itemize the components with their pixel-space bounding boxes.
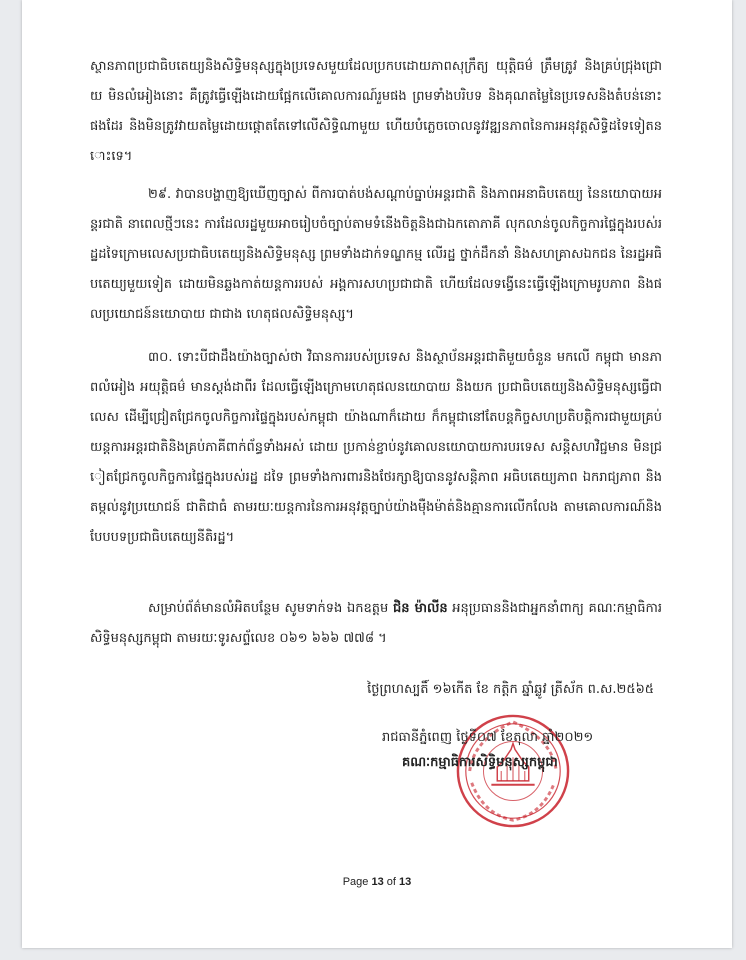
spokesperson-name: ជិន ម៉ាលីន	[392, 601, 448, 616]
lunar-date-line: ថ្ងៃព្រហស្បតិ៍ ១៦កើត ខែ កត្តិក ឆ្នាំឆ្លូវ ត្រីស័ក ព.ស.២៥៦៥	[367, 682, 654, 697]
paragraph-continuation: ស្ថានភាពប្រជាធិបតេយ្យនិងសិទ្ធិមនុស្សក្នុងប្រទេសមួយដែលប្រកបដោយភាពសុក្រឹត្យ យុត្តិធម៌ ត្រឹមត្រូវ និងគ្រប់ជ្រុងជ្រោយ មិនលំអៀងនោះ គឺត្រូវធ្វើឡើងដោយផ្អែកលើគោលការណ៍រួមផង ព្រមទាំងបរិបទ និងគុណតម្លៃនៃប្រទេសនិងតំបន់នោះផងដែរ និងមិនត្រូវវាយតម្លៃដោយផ្តោតតែទៅលើសិទ្ធិណាមួយ ហើយបំភ្លេចចោលនូវវឌ្ឍនភាពនៃការអនុវត្តសិទ្ធិដទៃទៀតនោះទេ។	[90, 59, 662, 164]
document-page	[22, 0, 732, 948]
paragraph-contact: សម្រាប់ព័ត៌មានលំអិតបន្ថែម សូមទាក់ទង ឯកឧត្តម ជិន ម៉ាលីន អនុប្រធាននិងជាអ្នកនាំពាក្យ គណៈកម្មាធិការសិទ្ធិមនុស្សកម្ពុជា តាមរយៈទូរសព្ទ័លេខ ០៦១ ៦៦៦ ៧៧៨ ។	[90, 601, 663, 646]
current-page-number: 13	[371, 876, 384, 888]
paragraph-30: ៣០. ទោះបីជាដឹងយ៉ាងច្បាស់ថា វិធានការរបស់ប្រទេស និងស្ថាប័នអន្តរជាតិមួយចំនួន មកលើ កម្ពុជា មានភាពលំអៀង អយុត្តិធម៌ មានស្តង់ដាពីរ ដែលធ្វើឡើងក្រោមហេតុផលនយោបាយ និងយក ប្រជាធិបតេយ្យនិងសិទ្ធិមនុស្សធ្វើជាលេស ដើម្បីជ្រៀតជ្រែកចូលកិច្ចការផ្ទៃក្នុងរបស់កម្ពុជា យ៉ាងណាក៏ដោយ ក៏កម្ពុជានៅតែបន្តកិច្ចសហប្រតិបត្តិការជាមួយគ្រប់យន្តការអន្តរជាតិនិងគ្រប់ភាគីពាក់ព័ន្ធទាំងអស់ ដោយ ប្រកាន់ខ្ជាប់នូវគោលនយោបាយការបរទេស សន្តិសហវិជ្ជមាន មិនជ្រៀតជ្រែកចូលកិច្ចការផ្ទៃក្នុងរបស់រដ្ឋ ដទៃ ព្រមទាំងការពារនិងថែរក្សាឱ្យបាននូវសន្តិភាព អធិបតេយ្យភាព ឯករាជ្យភាព និងតម្កល់នូវប្រយោជន៍ ជាតិជាធំ តាមរយៈយន្តការនៃការអនុវត្តច្បាប់យ៉ាងម៉ឺងម៉ាត់និងគ្មានការលើកលែង តាមគោលការណ៍និង បែបបទប្រជាធិបតេយ្យនីតិរដ្ឋ។	[90, 350, 667, 545]
page-label: Page	[342, 876, 369, 888]
total-page-number: 13	[399, 876, 412, 888]
paragraph-29: ២៩. វាបានបង្ហាញឱ្យឃើញច្បាស់ ពីការបាត់បង់សណ្តាប់ធ្នាប់អន្តរជាតិ និងភាពអនាធិបតេយ្យ នៃនយោបាយអន្តរជាតិ នាពេលថ្មីៗនេះ ការដែលរដ្ឋមួយអាចរៀបចំច្បាប់តាមទំនើងចិត្តនិងជាឯកតោភាគី លុកលាន់ចូលកិច្ចការផ្ទៃក្នុងរបស់រដ្ឋដទៃក្រោមលេសប្រជាធិបតេយ្យនិងសិទ្ធិមនុស្ស ព្រមទាំងដាក់ទណ្ឌកម្ម លើរដ្ឋ ថ្នាក់ដឹកនាំ និងសហគ្រាសឯកជន នៃរដ្ឋអធិបតេយ្យមួយទៀត ដោយមិនឆ្លងកាត់យន្តការរបស់ អង្គការសហប្រជាជាតិ ហើយដែលទង្វើនេះធ្វើឡើងក្រោមរូបភាព និងផលប្រយោជន៍នយោបាយ ជាជាង ហេតុផលសិទ្ធិមនុស្ស។	[90, 187, 662, 322]
page-footer	[22, 876, 732, 888]
organization-signature: គណៈកម្មាធិការសិទ្ធិមនុស្សកម្ពុជា	[402, 755, 558, 770]
place-date-line: រាជធានីភ្នំពេញ ថ្ងៃទី០៧ ខែតុលា ឆ្នាំ២០២១	[382, 730, 594, 745]
of-label: of	[386, 876, 396, 888]
